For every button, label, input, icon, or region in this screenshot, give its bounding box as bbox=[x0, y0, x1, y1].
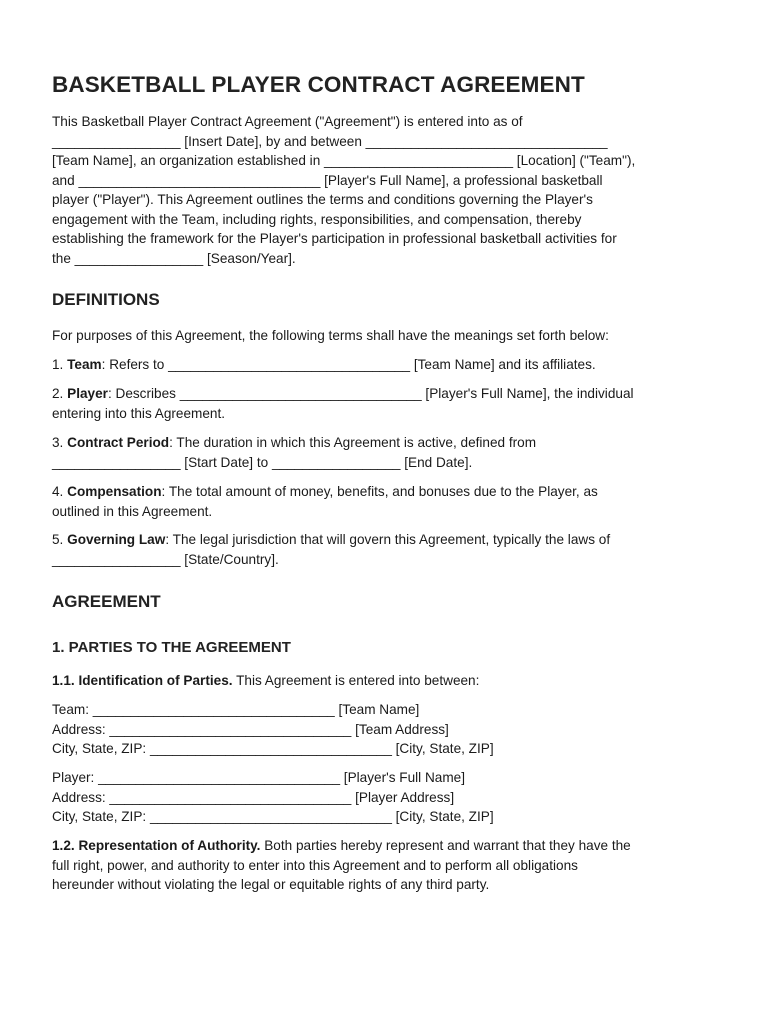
agreement-heading: AGREEMENT bbox=[52, 592, 161, 611]
intro-line: [Team Name], an organization established in _________________________ [Location] ("Team"), bbox=[52, 153, 636, 168]
clause-label: 1.1. Identification of Parties. bbox=[52, 673, 233, 688]
definition-number: 5. bbox=[52, 532, 68, 547]
definition-number: 3. bbox=[52, 435, 68, 450]
definitions-heading: DEFINITIONS bbox=[52, 290, 160, 309]
player-address-block bbox=[52, 768, 724, 827]
player-line: City, State, ZIP: ________________________________ [City, State, ZIP] bbox=[52, 809, 494, 824]
definition-text: _________________ [Start Date] to _________________ [End Date]. bbox=[52, 454, 473, 470]
intro-line: the _________________ [Season/Year]. bbox=[52, 250, 296, 266]
intro-line: and ________________________________ [Player's Full Name], a professional basketball bbox=[52, 172, 603, 188]
clause-label: 1.2. Representation of Authority. bbox=[52, 838, 261, 853]
definition-item-compensation bbox=[52, 482, 724, 521]
definition-number: 2. bbox=[52, 386, 68, 401]
intro-line: player ("Player"). This Agreement outlines the terms and conditions governing the Player's bbox=[52, 192, 593, 207]
clause-1-2 bbox=[52, 836, 724, 895]
definition-text: : The legal jurisdiction that will govern this Agreement, typically the laws of bbox=[165, 532, 611, 547]
definition-text: _________________ [State/Country]. bbox=[52, 551, 279, 567]
clause-text: Both parties hereby represent and warrant that they have the bbox=[260, 838, 631, 853]
intro-paragraph bbox=[52, 112, 724, 268]
player-line: Player: ________________________________ [Player's Full Name] bbox=[52, 770, 465, 785]
definition-text: : Refers to ________________________________ [Team Name] and its affiliates. bbox=[101, 357, 596, 372]
definitions-lead: For purposes of this Agreement, the following terms shall have the meanings set forth below: bbox=[52, 328, 609, 343]
clause-text: This Agreement is entered into between: bbox=[232, 673, 480, 688]
definition-text: outlined in this Agreement. bbox=[52, 503, 213, 519]
document-title: BASKETBALL PLAYER CONTRACT AGREEMENT bbox=[52, 72, 585, 97]
team-line: Address: ________________________________ [Team Address] bbox=[52, 721, 449, 737]
team-address-block bbox=[52, 700, 724, 759]
definition-term: Contract Period bbox=[67, 435, 170, 450]
clause-text: full right, power, and authority to enter into this Agreement and to perform all obligations bbox=[52, 857, 578, 873]
clause-text: hereunder without violating the legal or equitable rights of any third party. bbox=[52, 877, 490, 892]
definition-item-contract-period bbox=[52, 433, 724, 472]
intro-line: _________________ [Insert Date], by and between ________________________________ bbox=[52, 133, 608, 149]
team-line: Team: ________________________________ [Team Name] bbox=[52, 702, 420, 717]
player-line: Address: ________________________________ [Player Address] bbox=[52, 789, 455, 805]
definition-term: Player bbox=[67, 386, 108, 401]
section-heading-parties: 1. PARTIES TO THE AGREEMENT bbox=[52, 639, 291, 656]
definition-term: Governing Law bbox=[67, 532, 166, 547]
clause-1-1 bbox=[52, 671, 724, 691]
definition-number: 4. bbox=[52, 484, 68, 499]
intro-line: This Basketball Player Contract Agreement ("Agreement") is entered into as of bbox=[52, 114, 523, 129]
definition-item-governing-law bbox=[52, 530, 724, 569]
definition-item-team bbox=[52, 355, 724, 375]
definition-text: : Describes ________________________________ [Player's Full Name], the individual bbox=[107, 386, 634, 401]
team-line: City, State, ZIP: ________________________________ [City, State, ZIP] bbox=[52, 741, 494, 756]
definition-text: : The duration in which this Agreement is active, defined from bbox=[169, 435, 537, 450]
definition-item-player bbox=[52, 384, 724, 423]
definition-term: Compensation bbox=[67, 484, 162, 499]
definition-text: entering into this Agreement. bbox=[52, 405, 226, 421]
definition-term: Team bbox=[67, 357, 102, 372]
definition-text: : The total amount of money, benefits, and bonuses due to the Player, as bbox=[161, 484, 598, 499]
intro-line: establishing the framework for the Player's participation in professional basketball activities for bbox=[52, 231, 617, 246]
definition-number: 1. bbox=[52, 357, 68, 372]
intro-line: engagement with the Team, including rights, responsibilities, and compensation, thereby bbox=[52, 211, 582, 227]
